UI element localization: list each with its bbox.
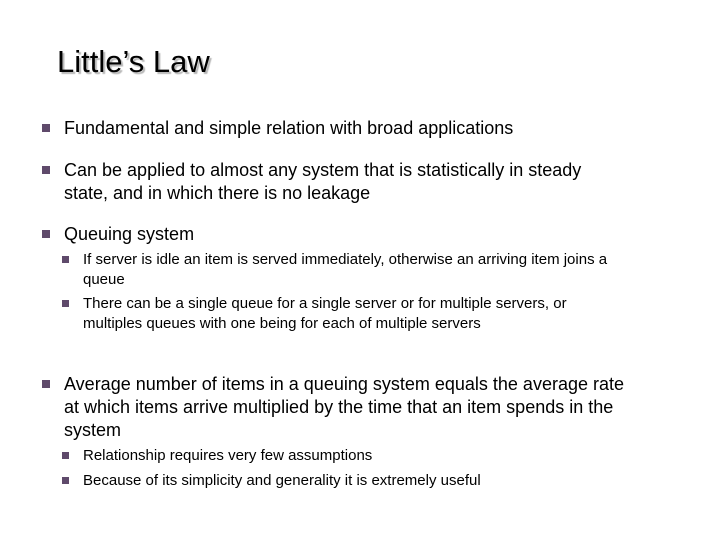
sub-bullet-text: Relationship requires very few assumptions xyxy=(83,447,373,464)
sub-bullet-text: If server is idle an item is served immediately, otherwise an arriving item joins a queue xyxy=(83,251,608,288)
square-bullet-icon xyxy=(42,380,50,388)
bullet-text: Can be applied to almost any system that is statistically in steady state, and in which there is no leakage xyxy=(64,160,582,203)
square-bullet-icon xyxy=(42,124,50,132)
bullet-text: Fundamental and simple relation with broad applications xyxy=(64,118,514,138)
bullet-text: Queuing system xyxy=(64,224,195,244)
sub-bullet-item xyxy=(83,446,643,466)
square-bullet-icon xyxy=(62,300,69,307)
slide-title: Little’s Law xyxy=(57,44,210,79)
sub-bullet-text: There can be a single queue for a single server or for multiple servers, or multiples queues with one being for each of multiple servers xyxy=(83,295,567,332)
square-bullet-icon xyxy=(42,166,50,174)
square-bullet-icon xyxy=(42,230,50,238)
square-bullet-icon xyxy=(62,452,69,459)
sub-bullet-item xyxy=(83,471,643,491)
square-bullet-icon xyxy=(62,256,69,263)
sub-bullet-text: Because of its simplicity and generality it is extremely useful xyxy=(83,472,481,489)
bullet-item xyxy=(64,373,629,442)
sub-bullet-item xyxy=(83,250,628,290)
bullet-text: Average number of items in a queuing system equals the average rate at which items arrive multiplied by the time that an item spends in the system xyxy=(64,374,624,440)
bullet-item xyxy=(64,117,664,140)
square-bullet-icon xyxy=(62,477,69,484)
bullet-item xyxy=(64,223,664,246)
bullet-item xyxy=(64,159,604,205)
sub-bullet-item xyxy=(83,294,603,334)
